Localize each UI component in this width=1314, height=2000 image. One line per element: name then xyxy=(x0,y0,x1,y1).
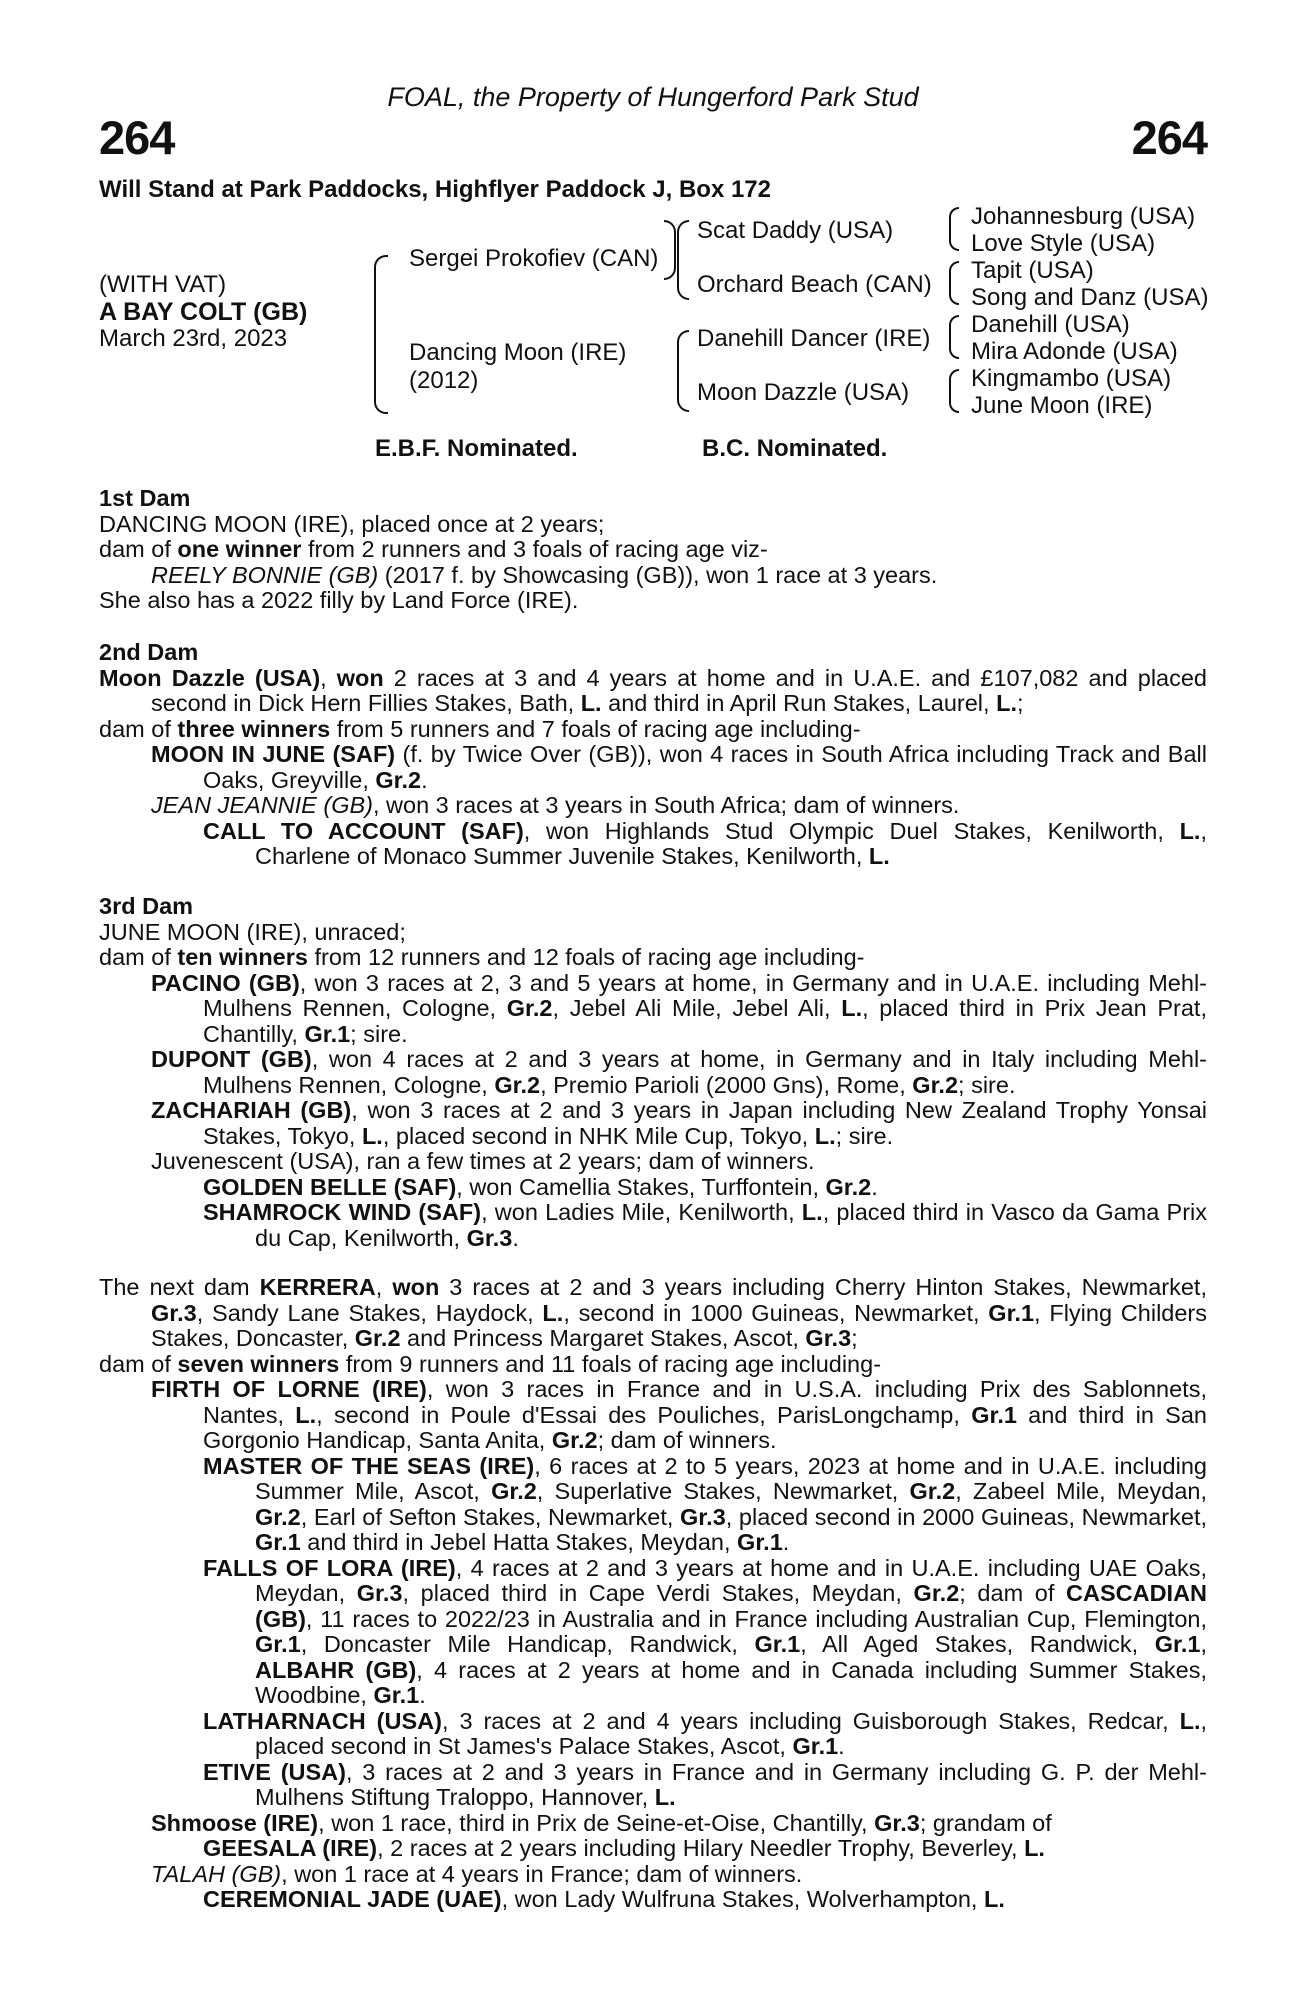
pedigree-brace-ds xyxy=(949,315,959,359)
third-dam-line-1: JUNE MOON (IRE), unraced; xyxy=(99,918,406,945)
progeny-falls-of-lora: FALLS OF LORA (IRE), 4 races at 2 and 3 years at home and in U.A.E. including UAE Oaks, Meydan, Gr.3, placed third in Cape Verdi Stakes, Meydan, Gr.2; dam of CASCADIAN (GB), 11 races to 2022/23 in Australia and in France including Australian Cup, Flemington, Gr.1, Doncaster Mile Handicap, Randwick, Gr.1, All Aged Stakes, Randwick, Gr.1, ALBAHR (GB), 4 races at 2 years at home and in Canada including Summer Stakes, Woodbine, Gr.1. xyxy=(203,1554,1208,1708)
pedigree-sd-sire: Tapit (USA) xyxy=(971,257,1094,284)
progeny-geesala: GEESALA (IRE), 2 races at 2 years including Hilary Needler Trophy, Beverley, L. xyxy=(203,1835,1045,1861)
pedigree-dam: Dancing Moon (IRE) xyxy=(409,339,627,366)
pedigree-brace-sd xyxy=(949,261,959,305)
first-dam-section xyxy=(99,486,1207,614)
horse-name: A BAY COLT (GB) xyxy=(99,298,308,326)
progeny-shmoose: Shmoose (IRE), won 1 race, third in Prix de Seine-et-Oise, Chantilly, Gr.3; grandam of xyxy=(151,1809,1052,1836)
first-dam-heading: 1st Dam xyxy=(99,485,191,511)
pedigree-dam-dam: Moon Dazzle (USA) xyxy=(697,379,910,406)
pedigree-brace-main xyxy=(374,255,388,414)
pedigree-sire-dam: Orchard Beach (CAN) xyxy=(697,271,932,298)
progeny-jean-jeannie: JEAN JEANNIE (GB), won 3 races at 3 years in South Africa; dam of winners. xyxy=(151,792,960,818)
page-title: FOAL, the Property of Hungerford Park Stud xyxy=(387,82,919,112)
third-dam-heading: 3rd Dam xyxy=(99,893,194,919)
pedigree-sire-sire: Scat Daddy (USA) xyxy=(697,217,894,244)
lot-number-left: 264 xyxy=(99,111,175,164)
pedigree-dd-sire: Kingmambo (USA) xyxy=(971,365,1172,392)
bc-nomination: B.C. Nominated. xyxy=(702,435,888,462)
progeny-latharnach: LATHARNACH (USA), 3 races at 2 and 4 years including Guisborough Stakes, Redcar, L., placed second in St James's Palace Stakes, Ascot, Gr.1. xyxy=(203,1707,1208,1759)
next-dam-section xyxy=(99,1275,1207,1913)
next-dam-produce: dam of seven winners from 9 runners and 11 foals of racing age including- xyxy=(99,1350,882,1377)
catalogue-page xyxy=(99,0,1207,2000)
progeny-juvenescent: Juvenescent (USA), ran a few times at 2 years; dam of winners. xyxy=(151,1148,815,1174)
third-dam-produce: dam of ten winners from 12 runners and 12 foals of racing age including- xyxy=(99,944,865,970)
pedigree-dam-year: (2012) xyxy=(409,367,479,394)
stand-location: Will Stand at Park Paddocks, Highflyer Paddock J, Box 172 xyxy=(99,176,771,203)
second-dam-produce: dam of three winners from 5 runners and 7 foals of racing age including- xyxy=(99,715,861,742)
pedigree-sire: Sergei Prokofiev (CAN) xyxy=(409,245,659,272)
pedigree-dam-sire: Danehill Dancer (IRE) xyxy=(697,325,931,352)
pedigree-ds-dam: Mira Adonde (USA) xyxy=(971,338,1178,365)
pedigree-brace-dam xyxy=(677,330,689,412)
progeny-ceremonial-jade: CEREMONIAL JADE (UAE), won Lady Wulfruna Stakes, Wolverhampton, L. xyxy=(203,1886,1005,1912)
pedigree-ds-sire: Danehill (USA) xyxy=(971,311,1130,338)
first-dam-progeny: REELY BONNIE (GB) (2017 f. by Showcasing (GB)), won 1 race at 3 years. xyxy=(151,561,938,588)
pedigree-brace-sire-right xyxy=(664,220,676,280)
progeny-shamrock-wind: SHAMROCK WIND (SAF), won Ladies Mile, Kenilworth, L., placed third in Vasco da Gama Prix du Cap, Kenilworth, Gr.3. xyxy=(203,1199,1207,1251)
foaling-date: March 23rd, 2023 xyxy=(99,325,288,352)
progeny-moon-in-june: MOON IN JUNE (SAF) (f. by Twice Over (GB)), won 4 races in South Africa including Track and Ball Oaks, Greyville, Gr.2. xyxy=(151,741,1207,793)
pedigree-ss-sire: Johannesburg (USA) xyxy=(971,203,1196,230)
progeny-pacino: PACINO (GB), won 3 races at 2, 3 and 5 years at home, in Germany and in U.A.E. including Mehl-Mulhens Rennen, Cologne, Gr.2, Jebel Ali Mile, Jebel Ali, L., placed third in Prix Jean Prat, Chantilly, Gr.1; sire. xyxy=(151,969,1207,1047)
pedigree-dd-dam: June Moon (IRE) xyxy=(971,392,1153,419)
first-dam-line-2: dam of one winner from 2 runners and 3 foals of racing age viz- xyxy=(99,536,768,562)
pedigree-brace-sire xyxy=(677,220,689,300)
pedigree-ss-dam: Love Style (USA) xyxy=(971,230,1156,257)
first-dam-line-4: She also has a 2022 filly by Land Force (IRE). xyxy=(99,587,579,613)
pedigree-sd-dam: Song and Danz (USA) xyxy=(971,284,1209,311)
third-dam-section xyxy=(99,894,1207,1251)
next-dam-record: The next dam KERRERA, won 3 races at 2 and 3 years including Cherry Hinton Stakes, Newmarket, Gr.3, Sandy Lane Stakes, Haydock, L., second in 1000 Guineas, Newmarket, Gr.1, Flying Childers Stakes, Doncaster, Gr.2 and Princess Margaret Stakes, Ascot, Gr.3; xyxy=(99,1274,1208,1351)
progeny-talah: TALAH (GB), won 1 race at 4 years in France; dam of winners. xyxy=(151,1860,803,1887)
ebf-nomination: E.B.F. Nominated. xyxy=(375,435,578,462)
second-dam-section xyxy=(99,640,1207,870)
lot-number-right: 264 xyxy=(1131,111,1207,164)
pedigree-brace-ss xyxy=(949,207,959,251)
progeny-etive: ETIVE (USA), 3 races at 2 and 3 years in France and in Germany including G. P. der Mehl-Mulhens Stiftung Traloppo, Hannover, L. xyxy=(203,1758,1207,1810)
second-dam-record: Moon Dazzle (USA), won 2 races at 3 and 4 years at home and in U.A.E. and £107,082 and placed second in Dick Hern Fillies Stakes, Bath, L. and third in April Run Stakes, Laurel, L.; xyxy=(99,664,1208,716)
progeny-dupont: DUPONT (GB), won 4 races at 2 and 3 years at home, in Germany and in Italy including Mehl-Mulhens Rennen, Cologne, Gr.2, Premio Parioli (2000 Gns), Rome, Gr.2; sire. xyxy=(151,1046,1208,1098)
vat-note: (WITH VAT) xyxy=(99,271,227,298)
second-dam-heading: 2nd Dam xyxy=(99,639,199,665)
progeny-call-to-account: CALL TO ACCOUNT (SAF), won Highlands Stud Olympic Duel Stakes, Kenilworth, L., Charlene of Monaco Summer Juvenile Stakes, Kenilworth, L. xyxy=(203,817,1207,869)
progeny-golden-belle: GOLDEN BELLE (SAF), won Camellia Stakes, Turffontein, Gr.2. xyxy=(203,1173,878,1200)
first-dam-line-1: DANCING MOON (IRE), placed once at 2 years; xyxy=(99,510,605,537)
progeny-firth-of-lorne: FIRTH OF LORNE (IRE), won 3 races in France and in U.S.A. including Prix des Sablonnets, Nantes, L., second in Poule d'Essai des Pouliches, ParisLongchamp, Gr.1 and third in San Gorgonio Handicap, Santa Anita, Gr.2; dam of winners. xyxy=(151,1376,1207,1453)
progeny-zachariah: ZACHARIAH (GB), won 3 races at 2 and 3 years in Japan including New Zealand Trophy Yonsai Stakes, Tokyo, L., placed second in NHK Mile Cup, Tokyo, L.; sire. xyxy=(151,1097,1207,1149)
pedigree-brace-dd xyxy=(949,369,959,413)
progeny-master-of-the-seas: MASTER OF THE SEAS (IRE), 6 races at 2 to 5 years, 2023 at home and in U.A.E. including Summer Mile, Ascot, Gr.2, Superlative Stakes, Newmarket, Gr.2, Zabeel Mile, Meydan, Gr.2, Earl of Sefton Stakes, Newmarket, Gr.3, placed second in 2000 Guineas, Newmarket, Gr.1 and third in Jebel Hatta Stakes, Meydan, Gr.1. xyxy=(203,1452,1208,1555)
